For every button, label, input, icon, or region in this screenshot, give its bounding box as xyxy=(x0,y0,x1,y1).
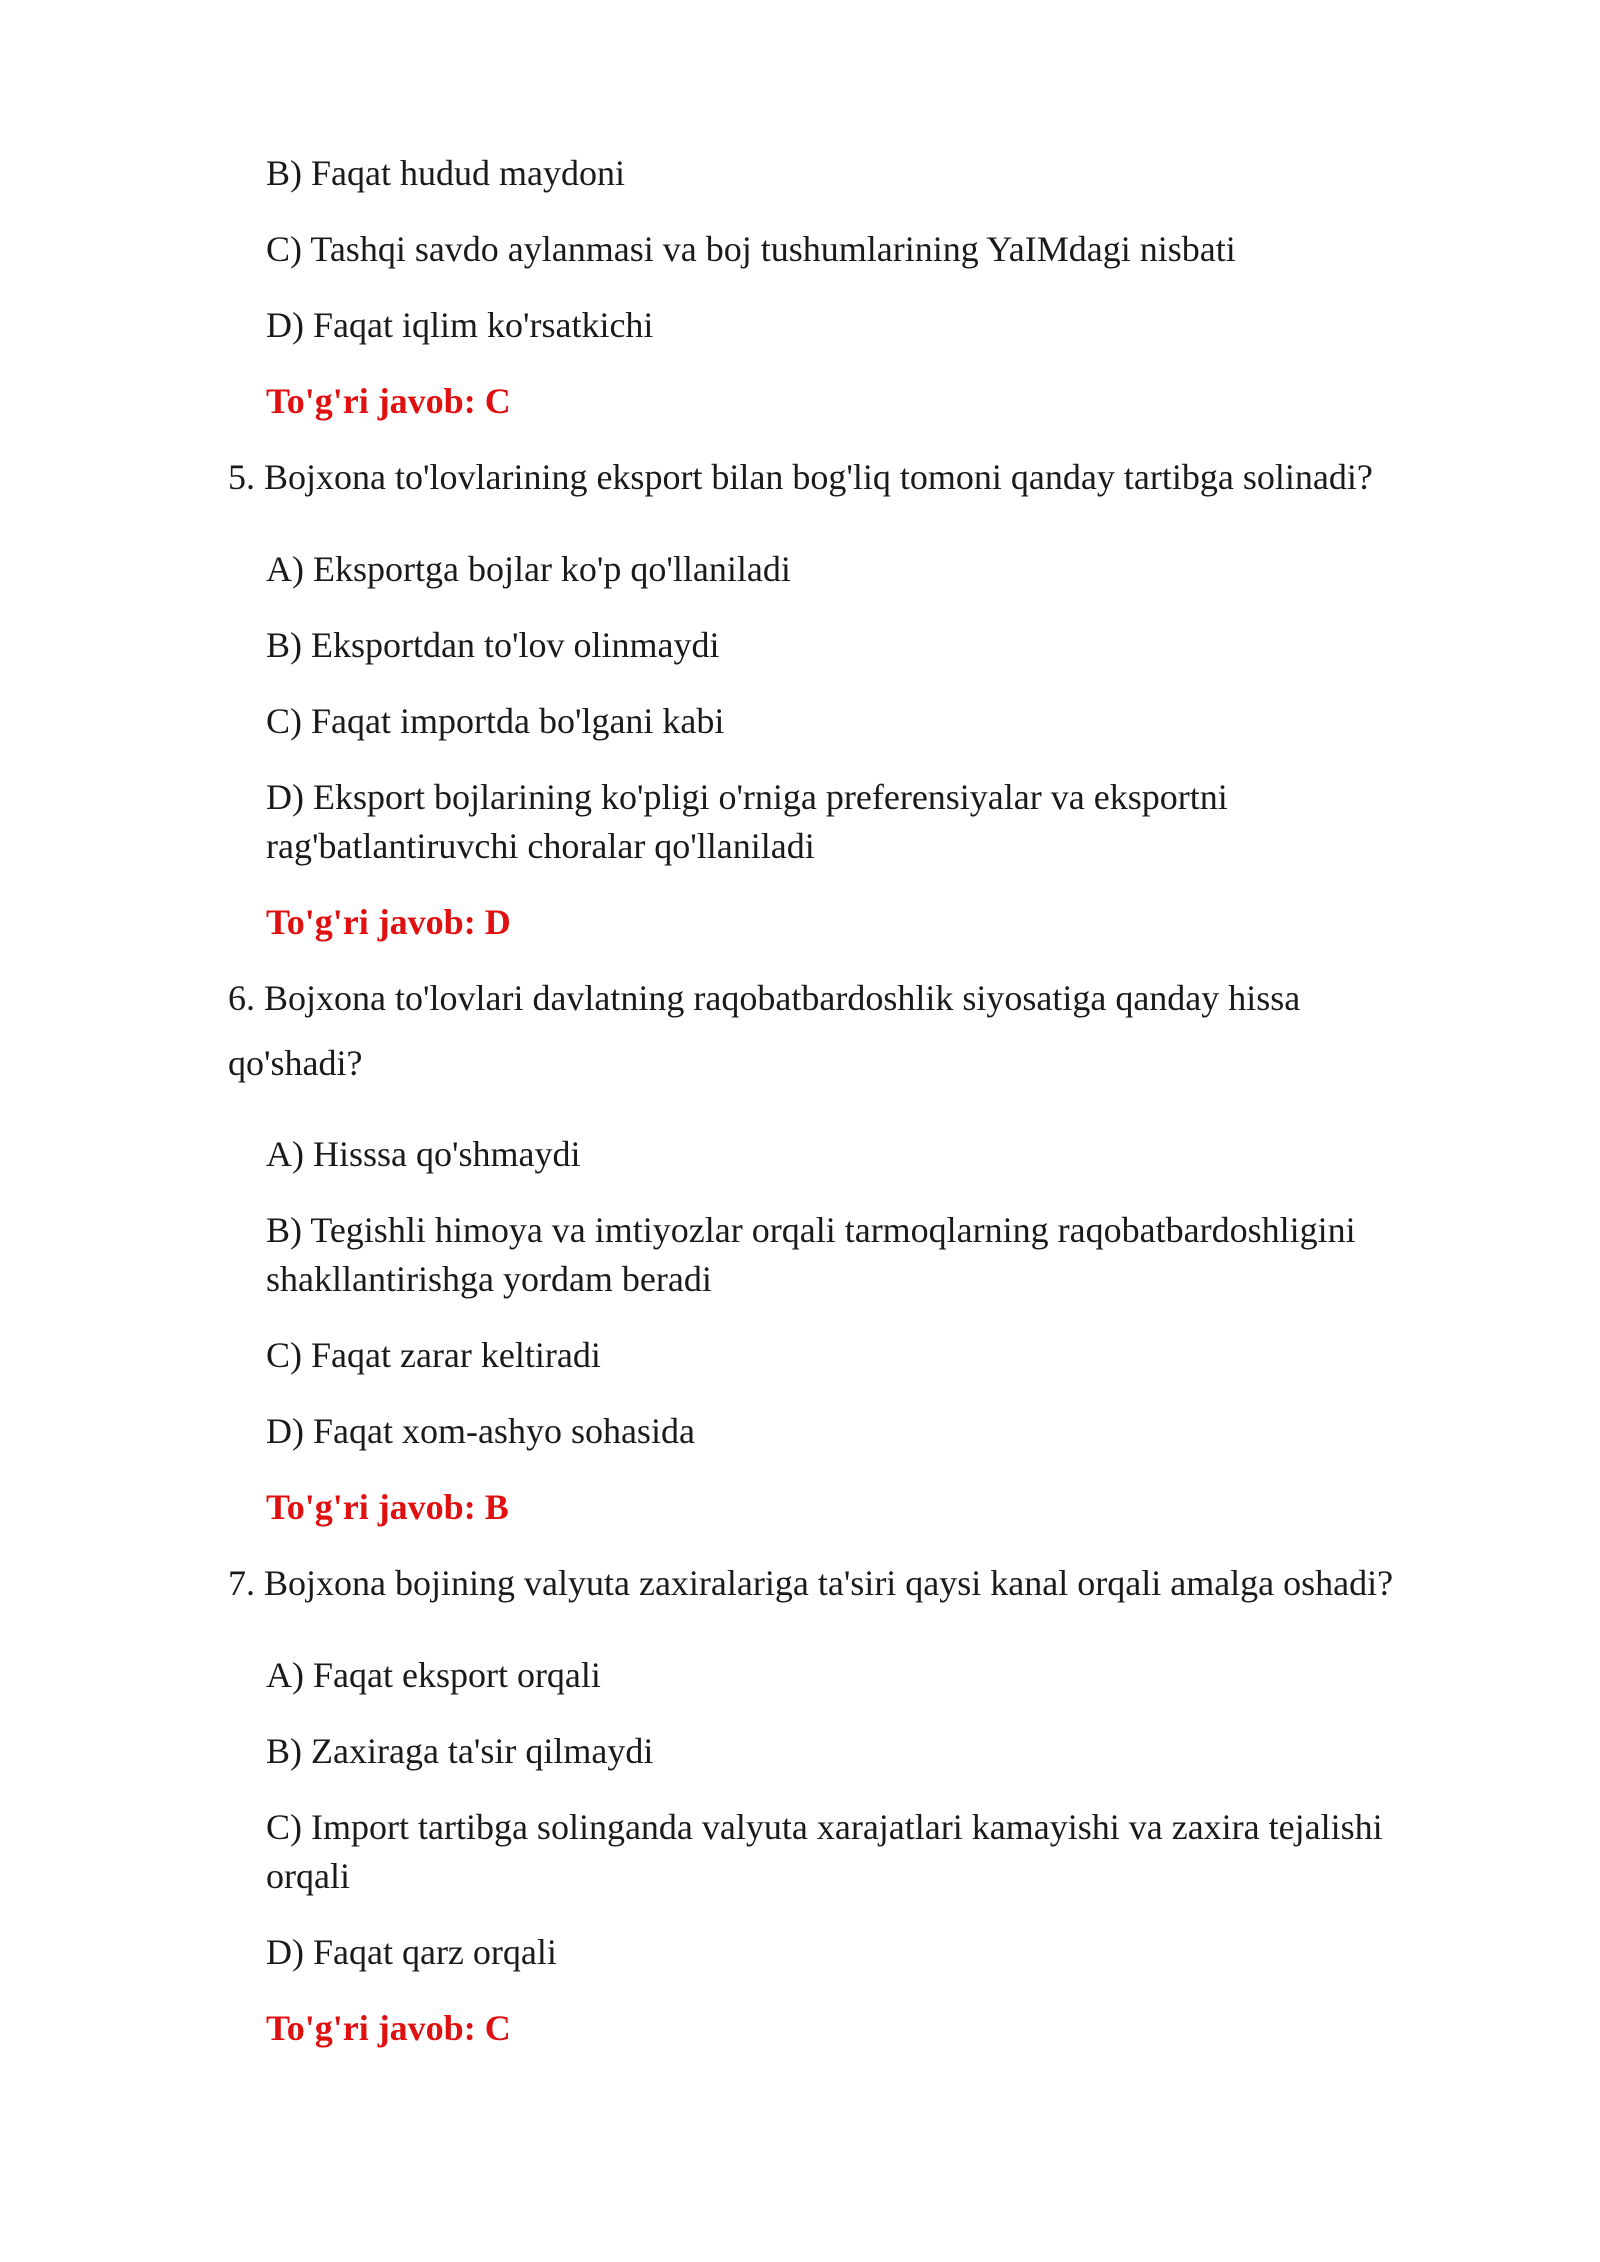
option-c: C) Faqat zarar keltiradi xyxy=(266,1335,601,1375)
option-b: B) Eksportdan to'lov olinmaydi xyxy=(266,625,720,665)
question-7: 7. Bojxona bojining valyuta zaxiralariga ta'siri qaysi kanal orqali amalga oshadi? xyxy=(228,1563,1394,1603)
option-c-continued: orqali xyxy=(266,1856,350,1896)
correct-answer: To'g'ri javob: D xyxy=(266,902,511,942)
correct-answer: To'g'ri javob: B xyxy=(266,1487,509,1527)
option-b: B) Zaxiraga ta'sir qilmaydi xyxy=(266,1731,654,1771)
option-d: D) Eksport bojlarining ko'pligi o'rniga preferensiyalar va eksportni xyxy=(266,777,1228,817)
option-a: A) Eksportga bojlar ko'p qo'llaniladi xyxy=(266,549,791,589)
question-6-continued: qo'shadi? xyxy=(228,1043,363,1083)
option-d: D) Faqat iqlim ko'rsatkichi xyxy=(266,305,654,345)
option-b-continued: shakllantirishga yordam beradi xyxy=(266,1259,712,1299)
option-b: B) Faqat hudud maydoni xyxy=(266,153,625,193)
option-c: C) Tashqi savdo aylanmasi va boj tushumlarining YaIMdagi nisbati xyxy=(266,229,1236,269)
question-5: 5. Bojxona to'lovlarining eksport bilan bog'liq tomoni qanday tartibga solinadi? xyxy=(228,457,1373,497)
option-d: D) Faqat xom-ashyo sohasida xyxy=(266,1411,695,1451)
option-b: B) Tegishli himoya va imtiyozlar orqali tarmoqlarning raqobatbardoshligini xyxy=(266,1210,1356,1250)
option-c: C) Import tartibga solinganda valyuta xarajatlari kamayishi va zaxira tejalishi xyxy=(266,1807,1383,1847)
correct-answer: To'g'ri javob: C xyxy=(266,381,511,421)
option-a: A) Hisssa qo'shmaydi xyxy=(266,1134,581,1174)
option-d-continued: rag'batlantiruvchi choralar qo'llaniladi xyxy=(266,826,815,866)
option-a: A) Faqat eksport orqali xyxy=(266,1655,601,1695)
correct-answer: To'g'ri javob: C xyxy=(266,2008,511,2048)
option-d: D) Faqat qarz orqali xyxy=(266,1932,557,1972)
question-6: 6. Bojxona to'lovlari davlatning raqobatbardoshlik siyosatiga qanday hissa xyxy=(228,978,1301,1018)
option-c: C) Faqat importda bo'lgani kabi xyxy=(266,701,725,741)
